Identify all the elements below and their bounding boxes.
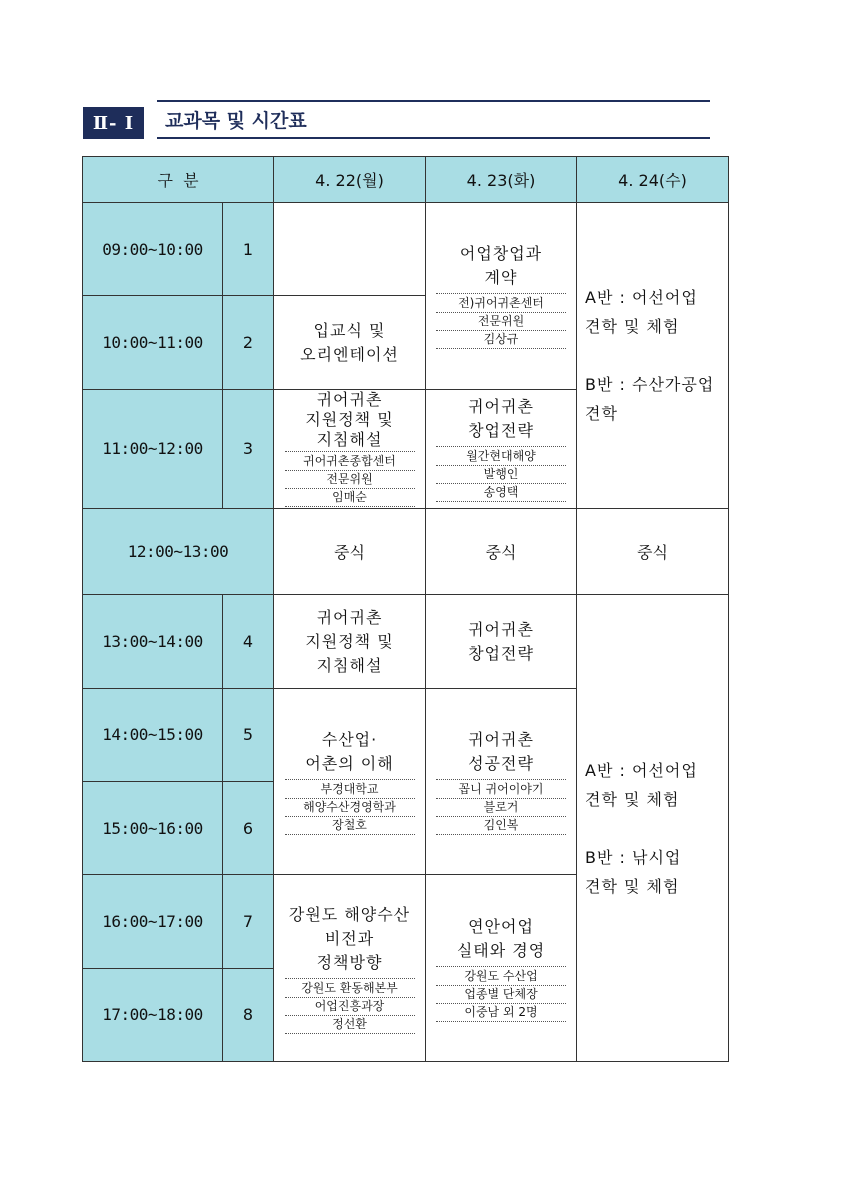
course-title: 강원도 해양수산: [288, 904, 411, 924]
period-number: 8: [223, 968, 274, 1061]
field-trip-line: A반 : 어선어업: [585, 288, 698, 308]
instructor-role: 업종별 단체장: [436, 986, 566, 1004]
field-trip-line: 견학 및 체험: [585, 317, 680, 337]
lunch-row: [83, 509, 729, 595]
field-trip-line: B반 : 낚시업: [585, 847, 682, 867]
course-title: 귀어귀촌: [468, 730, 534, 749]
course-cell: [274, 875, 426, 1062]
time-cell: 09:00~10:00: [83, 203, 223, 296]
instructor-name: 김상규: [436, 331, 566, 349]
instructor-info: [436, 779, 566, 835]
field-trip-line: A반 : 어선어업: [585, 760, 698, 780]
table-row: [83, 595, 729, 688]
course-title: 귀어귀촌: [468, 619, 534, 639]
category-header: 구 분: [83, 157, 274, 203]
day-header-mon: 4. 22(월): [274, 157, 426, 203]
field-trip-line: 견학 및 체험: [585, 789, 680, 809]
course-cell: [426, 203, 577, 390]
course-title: 귀어귀촌: [468, 397, 534, 417]
instructor-role: 전문위원: [285, 471, 415, 489]
instructor-org: 전)귀어귀촌센터: [436, 295, 566, 313]
instructor-info: [436, 446, 566, 502]
field-trip-line: 견학 및 체험: [585, 876, 680, 896]
time-cell: 14:00~15:00: [83, 688, 223, 781]
course-title: 지침해설: [316, 655, 383, 675]
course-title: 어촌의 이해: [305, 754, 394, 773]
course-title: 오리엔테이션: [300, 344, 399, 364]
course-title: 지원정책 및: [305, 631, 394, 651]
instructor-role: 전문위원: [436, 313, 566, 331]
course-cell: [426, 389, 577, 508]
schedule-table: [82, 156, 729, 1062]
lunch-cell: 중식: [274, 509, 426, 595]
course-title: 어업창업과: [459, 244, 543, 264]
day-header-tue: 4. 23(화): [426, 157, 577, 203]
time-cell: 11:00~12:00: [83, 389, 223, 508]
course-cell: [274, 595, 426, 688]
course-title: 정책방향: [316, 952, 383, 972]
period-number: 1: [223, 203, 274, 296]
course-title: 귀어귀촌: [316, 390, 383, 410]
course-cell: [274, 296, 426, 389]
course-title: 수산업·: [321, 730, 378, 749]
course-cell: [274, 389, 426, 508]
time-cell: 13:00~14:00: [83, 595, 223, 688]
instructor-name: 이중남 외 2명: [436, 1004, 566, 1022]
instructor-role: 어업진흥과장: [285, 998, 415, 1016]
field-trip-line: 견학: [585, 404, 618, 424]
instructor-name: 임매순: [285, 489, 415, 507]
field-trip-line: B반 : 수산가공업: [585, 375, 715, 395]
course-title: 실태와 경영: [456, 940, 546, 960]
period-number: 6: [223, 782, 274, 875]
course-title: 성공전략: [468, 754, 534, 773]
instructor-org: 꼽니 귀어이야기: [436, 781, 566, 799]
course-cell: [426, 688, 577, 875]
course-title: 지침해설: [316, 430, 383, 450]
instructor-name: 송영택: [436, 484, 566, 502]
course-title: 지원정책 및: [305, 410, 394, 430]
course-title: 창업전략: [468, 643, 534, 663]
period-number: 7: [223, 875, 274, 968]
time-cell: 15:00~16:00: [83, 782, 223, 875]
lunch-cell: 중식: [577, 509, 729, 595]
instructor-role: 해양수산경영학과: [285, 799, 415, 817]
time-cell: 17:00~18:00: [83, 968, 223, 1061]
instructor-name: 정선환: [285, 1016, 415, 1034]
empty-cell: [274, 203, 426, 296]
instructor-name: 김인복: [436, 817, 566, 835]
instructor-org: 강원도 환동해본부: [285, 980, 415, 998]
course-title: 연안어업: [468, 916, 534, 936]
course-title: 귀어귀촌: [316, 607, 383, 627]
instructor-info: [436, 966, 566, 1022]
instructor-org: 귀어귀촌종합센터: [285, 453, 415, 471]
header-row: [83, 157, 729, 203]
course-title: 비전과: [324, 928, 375, 948]
field-trip-cell: [577, 203, 729, 509]
course-title: 입교식 및: [313, 320, 386, 340]
period-number: 4: [223, 595, 274, 688]
instructor-info: [285, 779, 415, 835]
day-header-wed: 4. 24(수): [577, 157, 729, 203]
table-row: [83, 203, 729, 296]
lunch-cell: 중식: [426, 509, 577, 595]
instructor-org: 강원도 수산업: [436, 968, 566, 986]
course-cell: [426, 595, 577, 688]
time-cell: 16:00~17:00: [83, 875, 223, 968]
instructor-info: [436, 293, 566, 349]
header-bottom-rule: [157, 137, 710, 139]
field-trip-cell: [577, 595, 729, 1062]
instructor-info: [285, 451, 415, 507]
time-cell: 12:00~13:00: [83, 509, 274, 595]
header-top-rule: [157, 100, 710, 102]
section-badge: Ⅱ- Ⅰ: [83, 107, 144, 139]
course-cell: [426, 875, 577, 1062]
time-cell: 10:00~11:00: [83, 296, 223, 389]
section-title: 교과목 및 시간표: [165, 110, 307, 132]
instructor-name: 장철호: [285, 817, 415, 835]
course-title: 창업전략: [468, 421, 534, 441]
period-number: 3: [223, 389, 274, 508]
instructor-role: 발행인: [436, 466, 566, 484]
instructor-org: 부경대학교: [285, 781, 415, 799]
course-cell: [274, 688, 426, 875]
period-number: 5: [223, 688, 274, 781]
instructor-info: [285, 978, 415, 1034]
period-number: 2: [223, 296, 274, 389]
course-title: 계약: [484, 268, 518, 288]
instructor-org: 월간현대해양: [436, 448, 566, 466]
instructor-role: 블로거: [436, 799, 566, 817]
